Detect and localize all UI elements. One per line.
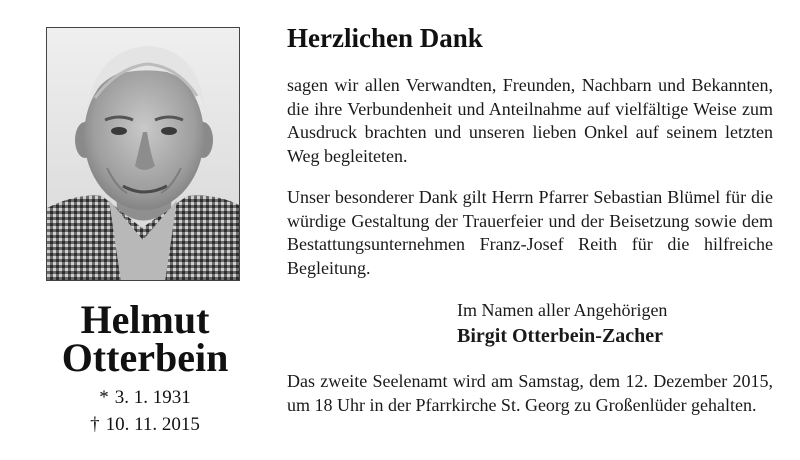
portrait-photo	[46, 27, 240, 281]
special-thanks-paragraph: Unser besonderer Dank gilt Herrn Pfarrer Sebastian Blümel für die würdige Gestaltung der Trauerfeier und der Beisetzung sowie dem Bestattungsunternehmen Franz-Josef Reith für die hilfreiche Begleitung.	[287, 187, 773, 278]
birth-date-line	[0, 387, 290, 409]
deceased-last-name: Otterbein	[61, 335, 229, 380]
death-symbol: †	[90, 414, 100, 435]
memorial-mass-paragraph: Das zweite Seelenamt wird am Samstag, dem 12. Dezember 2015, um 18 Uhr in der Pfarrkirche St. Georg zu Großenlüder gehalten.	[287, 371, 773, 415]
thanks-paragraph: sagen wir allen Verwandten, Freunden, Nachbarn und Bekannten, die ihre Verbundenheit und Anteilnahme auf vielfältige Weise zum Ausdruck brachten und unseren lieben Onkel auf seinem letzten Weg begleiteten.	[287, 75, 773, 166]
signature-name: Birgit Otterbein-Zacher	[457, 325, 664, 347]
birth-date: 3. 1. 1931	[114, 387, 191, 408]
signature-intro: Im Namen aller Angehörigen	[457, 300, 668, 320]
portrait-image	[47, 28, 240, 281]
birth-symbol: *	[99, 387, 109, 408]
deceased-first-name: Helmut	[80, 297, 210, 342]
right-column	[287, 0, 777, 460]
signature-block	[457, 298, 757, 350]
notice-heading: Herzlichen Dank	[287, 23, 483, 53]
death-date: 10. 11. 2015	[105, 414, 200, 435]
death-date-line	[0, 414, 290, 436]
left-column	[0, 0, 282, 460]
